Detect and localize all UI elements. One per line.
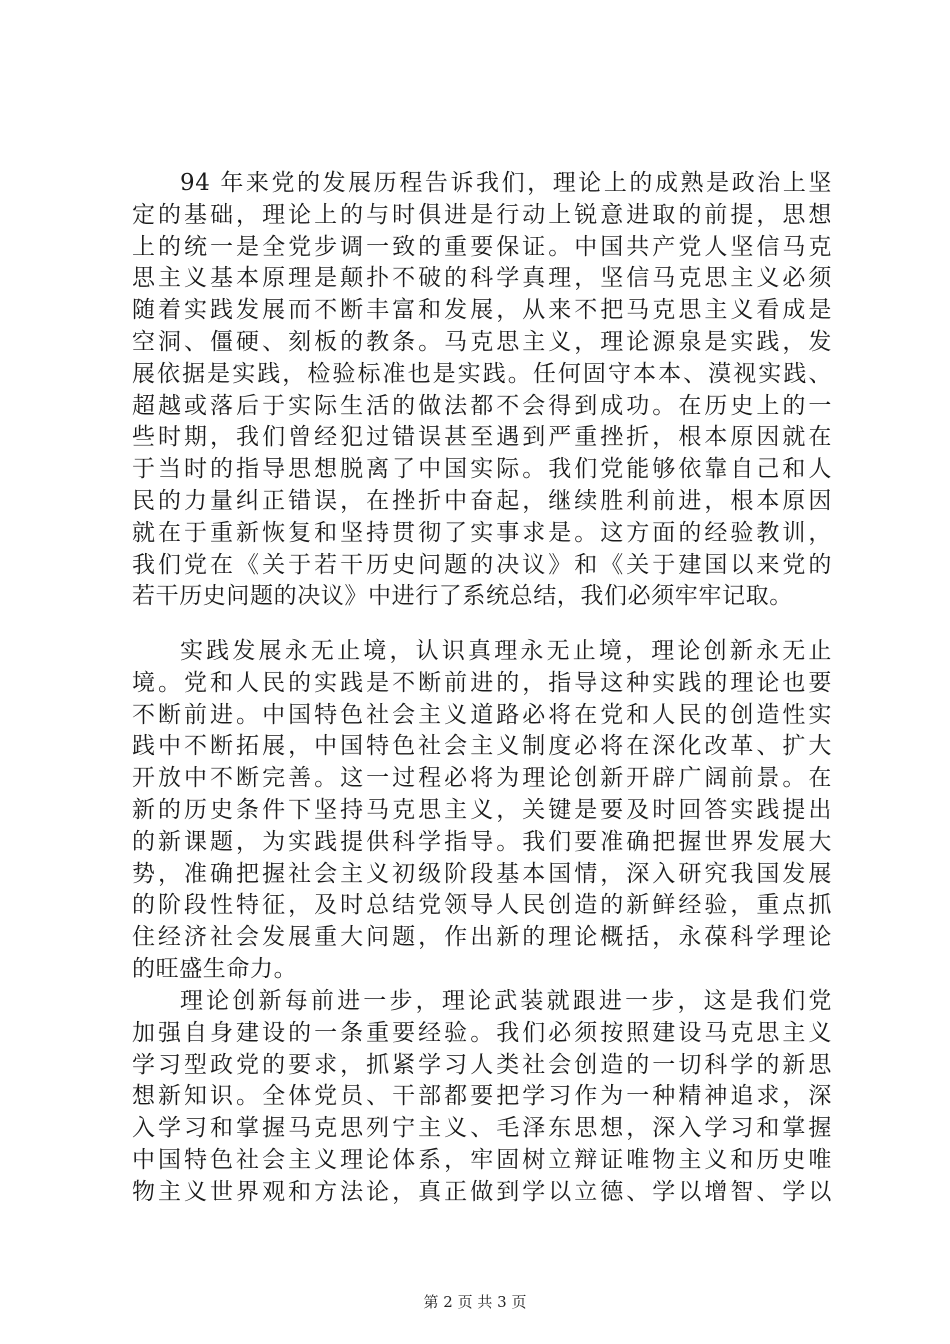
paragraph-line: 的旺盛生命力。 (132, 955, 298, 982)
paragraph-2 (132, 636, 832, 986)
paragraph-3 (132, 986, 832, 1209)
paragraph-line: 于当时的指导思想脱离了中国实际。我们党能够依靠自己和人 (132, 456, 832, 483)
paragraph-line: 超越或落后于实际生活的做法都不会得到成功。在历史上的一 (132, 392, 832, 419)
paragraph-line: 若干历史问题的决议》中进行了系统总结，我们必须牢牢记取。 (132, 583, 793, 610)
paragraph-line: 随着实践发展而不断丰富和发展，从来不把马克思主义看成是 (132, 297, 832, 324)
paragraph-line: 的新课题，为实践提供科学指导。我们要准确把握世界发展大 (132, 828, 832, 855)
paragraph-line: 物主义世界观和方法论，真正做到学以立德、学以增智、学以 (132, 1178, 832, 1205)
paragraph-line: 实践发展永无止境，认识真理永无止境，理论创新永无止 (180, 638, 832, 664)
paragraph-line: 我们党在《关于若干历史问题的决议》和《关于建国以来党的 (132, 551, 832, 578)
paragraph-line: 开放中不断完善。这一过程必将为理论创新开辟广阔前景。在 (132, 765, 832, 792)
paragraph-line: 上的统一是全党步调一致的重要保证。中国共产党人坚信马克 (132, 233, 832, 260)
paragraph-line: 94 年来党的发展历程告诉我们，理论上的成熟是政治上坚 (180, 170, 832, 196)
paragraph-line: 想新知识。全体党员、干部都要把学习作为一种精神追求，深 (132, 1083, 832, 1110)
paragraph-line: 新的历史条件下坚持马克思主义，关键是要及时回答实践提出 (132, 796, 832, 823)
paragraph-line: 入学习和掌握马克思列宁主义、毛泽东思想，深入学习和掌握 (132, 1115, 832, 1142)
paragraph-line: 展依据是实践，检验标准也是实践。任何固守本本、漠视实践、 (132, 360, 832, 387)
paragraph-line: 就在于重新恢复和坚持贯彻了实事求是。这方面的经验教训， (132, 519, 832, 546)
paragraph-line: 践中不断拓展，中国特色社会主义制度必将在深化改革、扩大 (132, 733, 832, 760)
paragraph-line: 住经济社会发展重大问题，作出新的理论概括，永葆科学理论 (132, 924, 832, 951)
paragraph-1 (132, 168, 832, 613)
paragraph-line: 不断前进。中国特色社会主义道路必将在党和人民的创造性实 (132, 701, 832, 728)
paragraph-line: 的阶段性特征，及时总结党领导人民创造的新鲜经验，重点抓 (132, 892, 832, 919)
paragraph-line: 加强自身建设的一条重要经验。我们必须按照建设马克思主义 (132, 1019, 832, 1046)
paragraph-line: 理论创新每前进一步，理论武装就跟进一步，这是我们党 (180, 988, 832, 1014)
paragraph-line: 势，准确把握社会主义初级阶段基本国情，深入研究我国发展 (132, 860, 832, 887)
page-number-footer: 第 2 页 共 3 页 (423, 1293, 527, 1311)
paragraph-line: 空洞、僵硬、刻板的教条。马克思主义，理论源泉是实践，发 (132, 328, 832, 355)
paragraph-line: 民的力量纠正错误，在挫折中奋起，继续胜利前进，根本原因 (132, 487, 832, 514)
paragraph-line: 定的基础，理论上的与时俱进是行动上锐意进取的前提，思想 (132, 201, 832, 228)
paragraph-line: 思主义基本原理是颠扑不破的科学真理，坚信马克思主义必须 (132, 265, 832, 292)
paragraph-line: 境。党和人民的实践是不断前进的，指导这种实践的理论也要 (132, 669, 832, 696)
paragraph-line: 些时期，我们曾经犯过错误甚至遇到严重挫折，根本原因就在 (132, 424, 832, 451)
paragraph-line: 中国特色社会主义理论体系，牢固树立辩证唯物主义和历史唯 (132, 1146, 832, 1173)
paragraph-line: 学习型政党的要求，抓紧学习人类社会创造的一切科学的新思 (132, 1051, 832, 1078)
